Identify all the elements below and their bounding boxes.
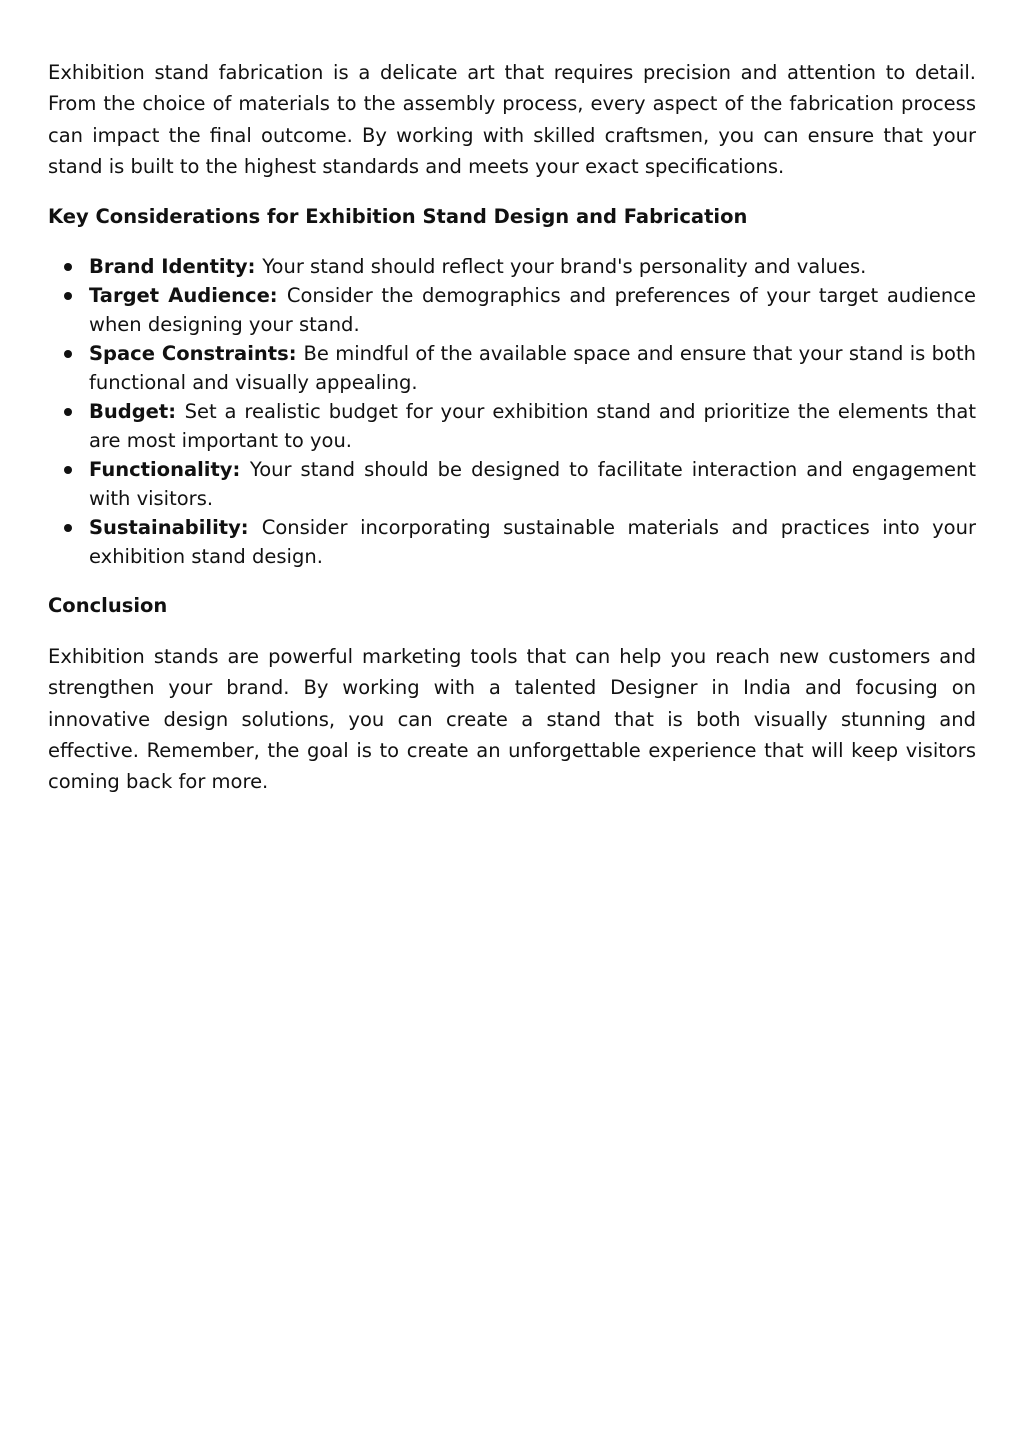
conclusion-paragraph: Exhibition stands are powerful marketing tools that can help you reach new customers and strengthen your brand. By working with a talented Designer in India and focusing on innovative design solutions, you can create a stand that is both visually stunning and effective. Remember, the goal is to create an unforgettable experience that will keep visitors coming back for more. bbox=[48, 645, 976, 794]
conclusion-heading: Conclusion bbox=[48, 594, 168, 618]
intro-paragraph: Exhibition stand fabrication is a delicate art that requires precision and attention to detail. From the choice of materials to the assembly process, every aspect of the fabrication process can impact the final outcome. By working with skilled craftsmen, you can ensure that your stand is built to the highest standards and meets your exact specifications. bbox=[48, 61, 976, 178]
bullet-icon bbox=[64, 524, 72, 532]
list-item-target-audience bbox=[48, 281, 976, 339]
bullet-icon bbox=[64, 263, 72, 271]
list-item-term: Functionality: bbox=[89, 458, 250, 482]
list-item-term: Target Audience: bbox=[89, 284, 287, 308]
list-item-sustainability bbox=[48, 513, 976, 571]
list-item-term: Space Constraints: bbox=[89, 342, 304, 366]
list-item-brand-identity bbox=[48, 252, 976, 281]
list-item-functionality bbox=[48, 455, 976, 513]
considerations-list bbox=[48, 252, 976, 571]
list-item-text: Your stand should reflect your brand's personality and values. bbox=[262, 255, 867, 279]
list-item-text: Your stand should be designed to facilitate interaction and engagement with visitors. bbox=[89, 458, 976, 511]
list-item-text: Consider incorporating sustainable materials and practices into your exhibition stand design. bbox=[89, 516, 976, 569]
bullet-icon bbox=[64, 408, 72, 416]
list-item-term: Sustainability: bbox=[89, 516, 262, 540]
list-item-text: Set a realistic budget for your exhibition stand and prioritize the elements that are most important to you. bbox=[89, 400, 977, 453]
list-item-text: Consider the demographics and preferences of your target audience when designing your stand. bbox=[89, 284, 976, 337]
list-item-space-constraints bbox=[48, 339, 976, 397]
considerations-heading: Key Considerations for Exhibition Stand Design and Fabrication bbox=[48, 205, 748, 229]
bullet-icon bbox=[64, 292, 72, 300]
bullet-icon bbox=[64, 350, 72, 358]
list-item-text: Be mindful of the available space and ensure that your stand is both functional and visually appealing. bbox=[89, 342, 976, 395]
list-item-term: Budget: bbox=[89, 400, 185, 424]
list-item-term: Brand Identity: bbox=[89, 255, 263, 279]
bullet-icon bbox=[64, 466, 72, 474]
list-item-budget bbox=[48, 397, 976, 455]
